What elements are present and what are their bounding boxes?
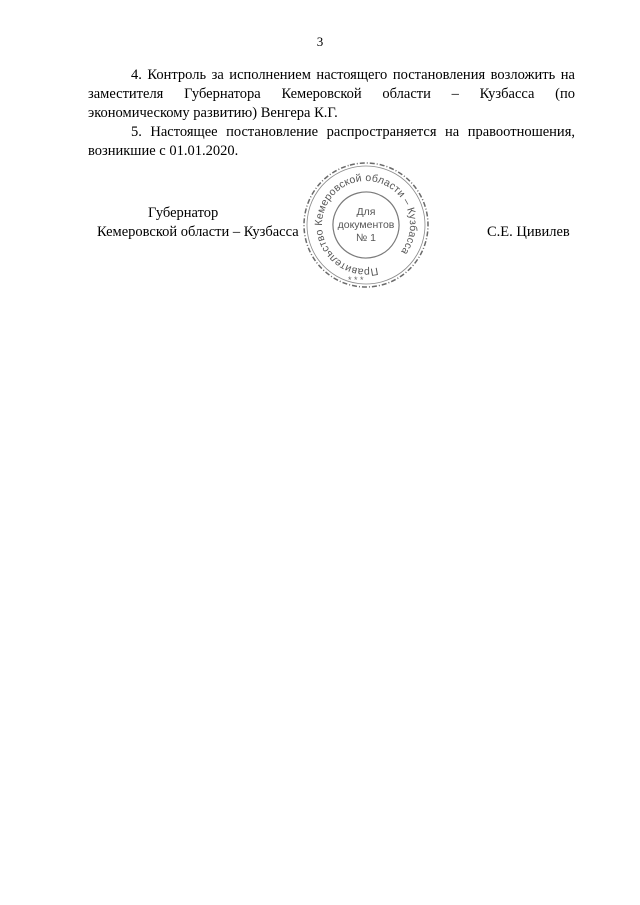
stamp-stars: * * *: [348, 275, 364, 285]
paragraph-4: 4. Контроль за исполнением настоящего постановления возложить на заместителя Губернатора Кемеровской области – Кузбасса (по экономическому развитию) Венгера К.Г.: [88, 67, 575, 121]
stamp-ring-text: Правительство Кемеровской области – Кузбасса: [312, 171, 420, 279]
signatory-title: Губернатор: [148, 205, 219, 221]
paragraph-5: 5. Настоящее постановление распространяется на правоотношения, возникшие с 01.01.2020.: [88, 124, 575, 159]
stamp-center-line3: № 1: [355, 232, 377, 244]
signatory-region: Кемеровской области – Кузбасса: [97, 224, 299, 240]
stamp-center-line2: документов: [337, 219, 395, 231]
document-body: [88, 66, 575, 161]
stamp-center-line1: Для: [356, 206, 376, 218]
signatory-name: С.Е. Цивилев: [487, 224, 570, 240]
official-seal-stamp: [296, 160, 436, 290]
page-number: 3: [316, 34, 324, 49]
